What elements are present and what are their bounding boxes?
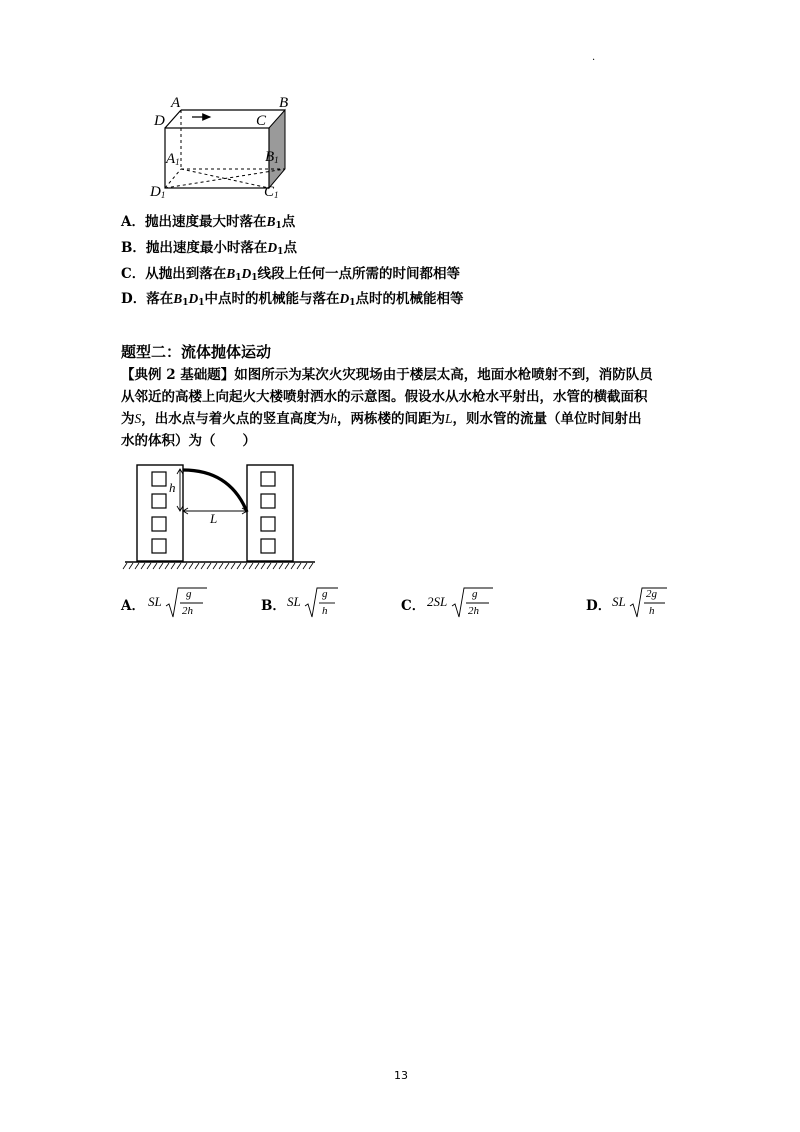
example-paragraph: 【典例 2 基础题】如图所示为某次火灾现场由于楼层太高，地面水枪喷射不到，消防队员 从邻近的高楼上向起火大楼喷射洒水的示意图。假设水从水枪水平射出，水管的横截面积 为S，出水点与着火点的竖直高度为h，两栋楼的间距为L，则水管的流量（单位时间射出 水的体积）为（ ）	[121, 367, 653, 449]
q1-option-a: A．抛出速度最大时落在$B_1$点	[121, 214, 296, 231]
q2-option-a: A．	[121, 598, 145, 614]
right-building	[247, 465, 293, 561]
label-D1: $D_1$	[150, 184, 166, 200]
top-mark: .	[592, 52, 596, 63]
label-L: L	[210, 511, 218, 526]
label-D: D	[154, 113, 165, 129]
q1-option-d: D．落在$B_1D_1$中点时的机械能与落在$D_1$点时的机械能相等	[121, 291, 464, 308]
q1-option-c: C．从抛出到落在$B_1D_1$线段上任何一点所需的时间都相等	[121, 266, 461, 283]
left-building	[137, 465, 183, 561]
q2-option-d: D．	[586, 598, 612, 614]
label-B: B	[279, 95, 289, 111]
label-h: h	[169, 480, 176, 495]
label-A: A	[171, 95, 181, 111]
q2-option-b: B．	[261, 598, 286, 614]
label-B1: $B_1$	[265, 149, 279, 165]
q2-option-c: C．	[401, 598, 426, 614]
water-arc	[183, 470, 247, 512]
building-figure	[120, 460, 320, 574]
q1-option-b: B．抛出速度最小时落在$D_1$点	[121, 240, 297, 257]
label-C1: $C_1$	[264, 184, 279, 200]
label-C: C	[256, 113, 267, 129]
page-number: 13	[394, 1069, 408, 1082]
section-title: 题型二：流体抛体运动	[121, 343, 272, 361]
ground-hatching	[123, 563, 313, 569]
label-A1: $A_1$	[166, 151, 180, 167]
